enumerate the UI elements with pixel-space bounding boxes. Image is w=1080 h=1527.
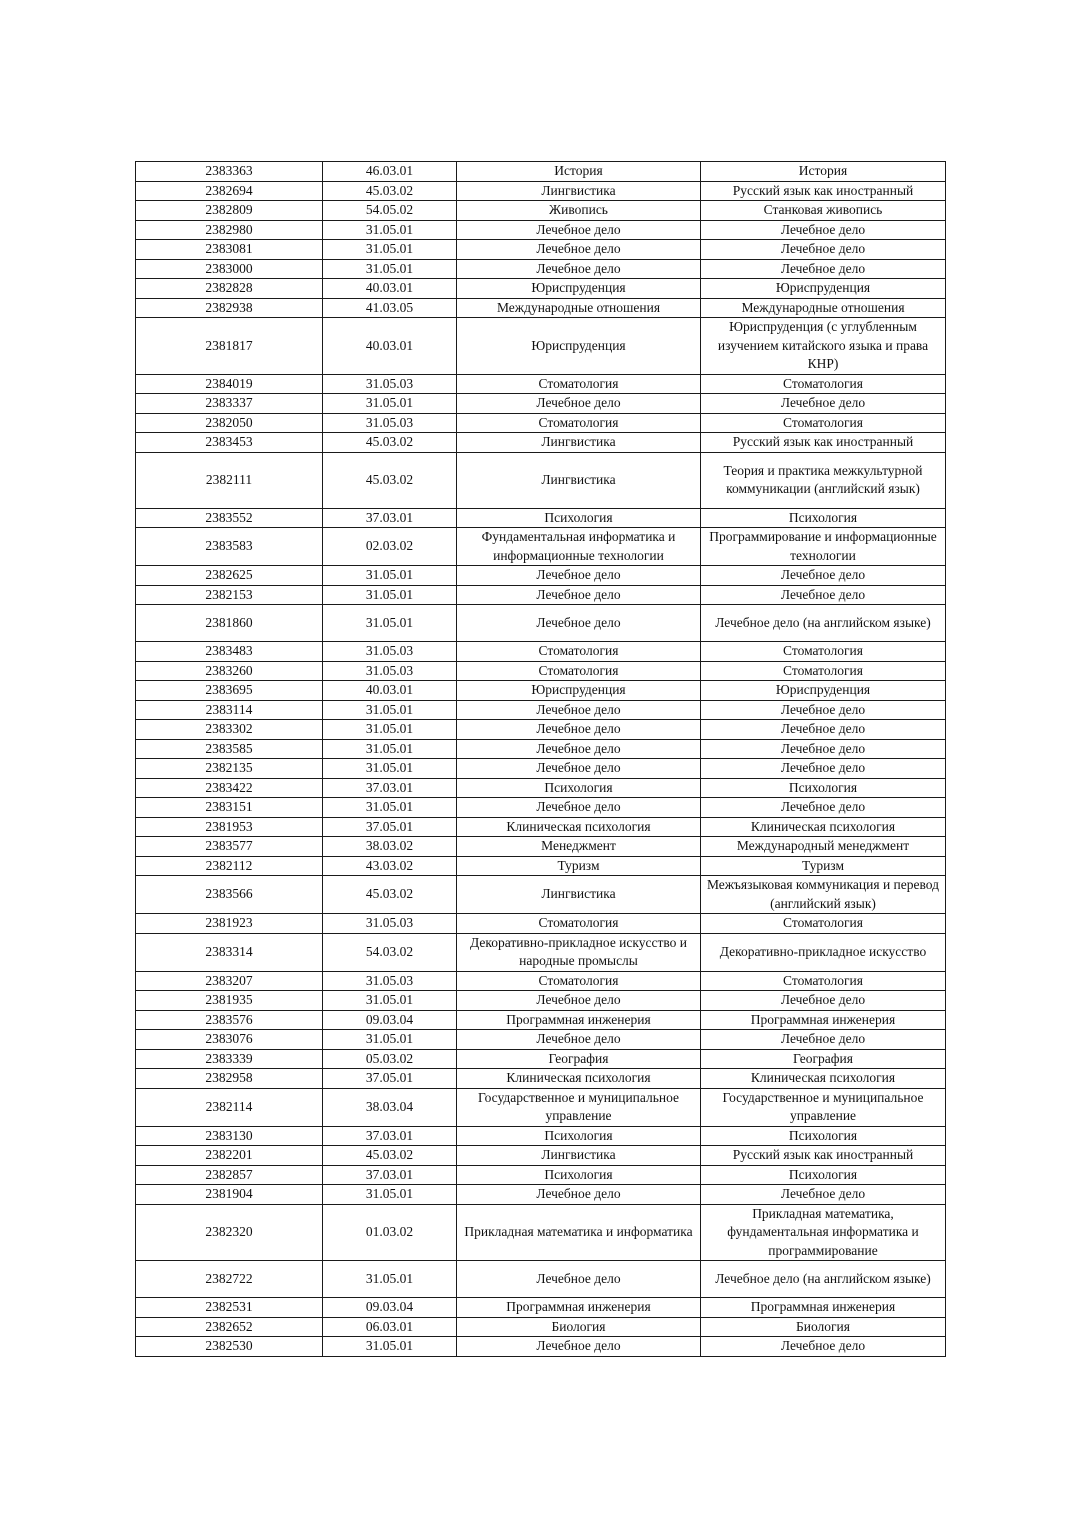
table-row xyxy=(136,566,946,586)
applicant-id-cell: 2384019 xyxy=(136,374,323,394)
program-code-cell: 31.05.01 xyxy=(323,720,457,740)
profile-name-cell: Русский язык как иностранный xyxy=(701,433,946,453)
profile-name-cell: Клиническая психология xyxy=(701,1069,946,1089)
applicant-id-cell: 2382828 xyxy=(136,279,323,299)
direction-name-cell: Психология xyxy=(457,1165,701,1185)
program-code-cell: 31.05.03 xyxy=(323,971,457,991)
profile-name-cell: Лечебное дело xyxy=(701,220,946,240)
profile-name-cell: Лечебное дело xyxy=(701,1185,946,1205)
applicant-id-cell: 2383314 xyxy=(136,933,323,971)
program-code-cell: 31.05.01 xyxy=(323,1030,457,1050)
table-row xyxy=(136,798,946,818)
table-body xyxy=(136,162,946,1357)
program-code-cell: 31.05.03 xyxy=(323,413,457,433)
profile-name-cell: География xyxy=(701,1049,946,1069)
profile-name-cell: Юриспруденция xyxy=(701,681,946,701)
program-code-cell: 31.05.01 xyxy=(323,759,457,779)
applicant-id-cell: 2382694 xyxy=(136,181,323,201)
profile-name-cell: Стоматология xyxy=(701,661,946,681)
program-code-cell: 37.03.01 xyxy=(323,778,457,798)
table-row xyxy=(136,817,946,837)
program-code-cell: 31.05.01 xyxy=(323,220,457,240)
direction-name-cell: История xyxy=(457,162,701,182)
profile-name-cell: Лечебное дело xyxy=(701,739,946,759)
table-row xyxy=(136,681,946,701)
applicant-id-cell: 2382980 xyxy=(136,220,323,240)
profile-name-cell: Клиническая психология xyxy=(701,817,946,837)
direction-name-cell: Психология xyxy=(457,778,701,798)
program-code-cell: 38.03.02 xyxy=(323,837,457,857)
program-code-cell: 40.03.01 xyxy=(323,279,457,299)
program-code-cell: 37.03.01 xyxy=(323,1126,457,1146)
table-row xyxy=(136,1317,946,1337)
profile-name-cell: Лечебное дело xyxy=(701,759,946,779)
direction-name-cell: Лечебное дело xyxy=(457,798,701,818)
applicant-id-cell: 2383207 xyxy=(136,971,323,991)
direction-name-cell: Стоматология xyxy=(457,374,701,394)
profile-name-cell: Государственное и муниципальное управление xyxy=(701,1088,946,1126)
profile-name-cell: Станковая живопись xyxy=(701,201,946,221)
applicant-id-cell: 2383483 xyxy=(136,642,323,662)
applicant-id-cell: 2382112 xyxy=(136,856,323,876)
applicants-table xyxy=(135,161,946,1357)
table-row xyxy=(136,933,946,971)
applicant-id-cell: 2382201 xyxy=(136,1146,323,1166)
applicant-id-cell: 2382135 xyxy=(136,759,323,779)
table-row xyxy=(136,1126,946,1146)
direction-name-cell: Психология xyxy=(457,1126,701,1146)
applicant-id-cell: 2382530 xyxy=(136,1337,323,1357)
program-code-cell: 31.05.01 xyxy=(323,739,457,759)
profile-name-cell: Лечебное дело xyxy=(701,566,946,586)
table-row xyxy=(136,1030,946,1050)
applicant-id-cell: 2381860 xyxy=(136,605,323,642)
profile-name-cell: Психология xyxy=(701,1126,946,1146)
applicant-id-cell: 2383000 xyxy=(136,259,323,279)
table-row xyxy=(136,298,946,318)
table-row xyxy=(136,1010,946,1030)
program-code-cell: 31.05.01 xyxy=(323,1261,457,1298)
program-code-cell: 31.05.01 xyxy=(323,1337,457,1357)
applicant-id-cell: 2383339 xyxy=(136,1049,323,1069)
direction-name-cell: Лечебное дело xyxy=(457,605,701,642)
applicant-id-cell: 2382938 xyxy=(136,298,323,318)
program-code-cell: 45.03.02 xyxy=(323,876,457,914)
direction-name-cell: Лингвистика xyxy=(457,876,701,914)
profile-name-cell: Лечебное дело xyxy=(701,240,946,260)
profile-name-cell: Юриспруденция xyxy=(701,279,946,299)
table-row xyxy=(136,856,946,876)
direction-name-cell: Лингвистика xyxy=(457,433,701,453)
direction-name-cell: Фундаментальная информатика и информационные технологии xyxy=(457,528,701,566)
profile-name-cell: Стоматология xyxy=(701,413,946,433)
profile-name-cell: Международные отношения xyxy=(701,298,946,318)
direction-name-cell: Юриспруденция xyxy=(457,318,701,375)
applicant-id-cell: 2383081 xyxy=(136,240,323,260)
direction-name-cell: Лечебное дело xyxy=(457,220,701,240)
applicant-id-cell: 2383260 xyxy=(136,661,323,681)
program-code-cell: 46.03.01 xyxy=(323,162,457,182)
program-code-cell: 05.03.02 xyxy=(323,1049,457,1069)
table-row xyxy=(136,394,946,414)
applicant-id-cell: 2382531 xyxy=(136,1298,323,1318)
table-row xyxy=(136,585,946,605)
applicant-id-cell: 2383422 xyxy=(136,778,323,798)
table-row xyxy=(136,778,946,798)
table-row xyxy=(136,201,946,221)
program-code-cell: 37.05.01 xyxy=(323,1069,457,1089)
table-row xyxy=(136,1298,946,1318)
direction-name-cell: Лечебное дело xyxy=(457,1030,701,1050)
profile-name-cell: Лечебное дело (на английском языке) xyxy=(701,1261,946,1298)
applicant-id-cell: 2382320 xyxy=(136,1204,323,1261)
table-row xyxy=(136,759,946,779)
direction-name-cell: Лечебное дело xyxy=(457,739,701,759)
program-code-cell: 40.03.01 xyxy=(323,318,457,375)
program-code-cell: 31.05.01 xyxy=(323,991,457,1011)
applicant-id-cell: 2383151 xyxy=(136,798,323,818)
applicant-id-cell: 2383552 xyxy=(136,508,323,528)
direction-name-cell: Декоративно-прикладное искусство и народные промыслы xyxy=(457,933,701,971)
profile-name-cell: Программирование и информационные технологии xyxy=(701,528,946,566)
direction-name-cell: Юриспруденция xyxy=(457,681,701,701)
program-code-cell: 37.03.01 xyxy=(323,1165,457,1185)
applicant-id-cell: 2382652 xyxy=(136,1317,323,1337)
profile-name-cell: Теория и практика межкультурной коммуникации (английский язык) xyxy=(701,452,946,508)
profile-name-cell: Программная инженерия xyxy=(701,1298,946,1318)
applicant-id-cell: 2383566 xyxy=(136,876,323,914)
table-row xyxy=(136,240,946,260)
direction-name-cell: Стоматология xyxy=(457,642,701,662)
direction-name-cell: Стоматология xyxy=(457,413,701,433)
applicant-id-cell: 2382722 xyxy=(136,1261,323,1298)
program-code-cell: 31.05.01 xyxy=(323,585,457,605)
table-row xyxy=(136,971,946,991)
program-code-cell: 31.05.01 xyxy=(323,798,457,818)
program-code-cell: 43.03.02 xyxy=(323,856,457,876)
table-row xyxy=(136,162,946,182)
profile-name-cell: Программная инженерия xyxy=(701,1010,946,1030)
profile-name-cell: Лечебное дело xyxy=(701,798,946,818)
program-code-cell: 45.03.02 xyxy=(323,1146,457,1166)
profile-name-cell: Лечебное дело xyxy=(701,1337,946,1357)
applicant-id-cell: 2381935 xyxy=(136,991,323,1011)
direction-name-cell: Менеджмент xyxy=(457,837,701,857)
applicant-id-cell: 2383583 xyxy=(136,528,323,566)
program-code-cell: 38.03.04 xyxy=(323,1088,457,1126)
table-row xyxy=(136,452,946,508)
applicant-id-cell: 2382153 xyxy=(136,585,323,605)
profile-name-cell: Лечебное дело xyxy=(701,1030,946,1050)
table-row xyxy=(136,528,946,566)
applicant-id-cell: 2381904 xyxy=(136,1185,323,1205)
profile-name-cell: Прикладная математика, фундаментальная информатика и программирование xyxy=(701,1204,946,1261)
profile-name-cell: Лечебное дело xyxy=(701,991,946,1011)
profile-name-cell: Лечебное дело xyxy=(701,720,946,740)
program-code-cell: 37.05.01 xyxy=(323,817,457,837)
table-row xyxy=(136,279,946,299)
profile-name-cell: Декоративно-прикладное искусство xyxy=(701,933,946,971)
direction-name-cell: Программная инженерия xyxy=(457,1010,701,1030)
applicant-id-cell: 2383114 xyxy=(136,700,323,720)
program-code-cell: 41.03.05 xyxy=(323,298,457,318)
table-row xyxy=(136,1204,946,1261)
profile-name-cell: Юриспруденция (с углубленным изучением китайского языка и права КНР) xyxy=(701,318,946,375)
table-row xyxy=(136,1069,946,1089)
direction-name-cell: Живопись xyxy=(457,201,701,221)
profile-name-cell: Международный менеджмент xyxy=(701,837,946,857)
table-row xyxy=(136,739,946,759)
profile-name-cell: Русский язык как иностранный xyxy=(701,1146,946,1166)
applicant-id-cell: 2383453 xyxy=(136,433,323,453)
profile-name-cell: Русский язык как иностранный xyxy=(701,181,946,201)
direction-name-cell: Лечебное дело xyxy=(457,991,701,1011)
direction-name-cell: Лингвистика xyxy=(457,181,701,201)
program-code-cell: 09.03.04 xyxy=(323,1010,457,1030)
table-row xyxy=(136,318,946,375)
profile-name-cell: Стоматология xyxy=(701,374,946,394)
table-row xyxy=(136,508,946,528)
direction-name-cell: Лечебное дело xyxy=(457,759,701,779)
direction-name-cell: Государственное и муниципальное управление xyxy=(457,1088,701,1126)
direction-name-cell: Лечебное дело xyxy=(457,240,701,260)
program-code-cell: 02.03.02 xyxy=(323,528,457,566)
profile-name-cell: Стоматология xyxy=(701,971,946,991)
profile-name-cell: Лечебное дело xyxy=(701,585,946,605)
table-row xyxy=(136,1088,946,1126)
program-code-cell: 40.03.01 xyxy=(323,681,457,701)
direction-name-cell: Стоматология xyxy=(457,914,701,934)
table-row xyxy=(136,413,946,433)
applicant-id-cell: 2383577 xyxy=(136,837,323,857)
table-row xyxy=(136,1049,946,1069)
program-code-cell: 31.05.03 xyxy=(323,642,457,662)
table-row xyxy=(136,1165,946,1185)
direction-name-cell: Туризм xyxy=(457,856,701,876)
direction-name-cell: Лингвистика xyxy=(457,452,701,508)
program-code-cell: 31.05.01 xyxy=(323,1185,457,1205)
direction-name-cell: География xyxy=(457,1049,701,1069)
applicant-id-cell: 2381923 xyxy=(136,914,323,934)
table-row xyxy=(136,374,946,394)
profile-name-cell: История xyxy=(701,162,946,182)
direction-name-cell: Лечебное дело xyxy=(457,1185,701,1205)
table-row xyxy=(136,914,946,934)
table-row xyxy=(136,1337,946,1357)
program-code-cell: 31.05.01 xyxy=(323,605,457,642)
applicant-id-cell: 2383585 xyxy=(136,739,323,759)
direction-name-cell: Лечебное дело xyxy=(457,566,701,586)
applicant-id-cell: 2383130 xyxy=(136,1126,323,1146)
direction-name-cell: Лечебное дело xyxy=(457,1337,701,1357)
profile-name-cell: Туризм xyxy=(701,856,946,876)
direction-name-cell: Лечебное дело xyxy=(457,1261,701,1298)
table-row xyxy=(136,220,946,240)
direction-name-cell: Лечебное дело xyxy=(457,720,701,740)
applicant-id-cell: 2382857 xyxy=(136,1165,323,1185)
applicant-id-cell: 2382114 xyxy=(136,1088,323,1126)
applicant-id-cell: 2382050 xyxy=(136,413,323,433)
profile-name-cell: Межъязыковая коммуникация и перевод (английский язык) xyxy=(701,876,946,914)
applicant-id-cell: 2382809 xyxy=(136,201,323,221)
direction-name-cell: Лечебное дело xyxy=(457,585,701,605)
applicant-id-cell: 2382958 xyxy=(136,1069,323,1089)
table-row xyxy=(136,1185,946,1205)
program-code-cell: 37.03.01 xyxy=(323,508,457,528)
applicant-id-cell: 2382625 xyxy=(136,566,323,586)
profile-name-cell: Лечебное дело xyxy=(701,394,946,414)
applicant-id-cell: 2381953 xyxy=(136,817,323,837)
direction-name-cell: Лечебное дело xyxy=(457,700,701,720)
table-row xyxy=(136,259,946,279)
applicant-id-cell: 2383695 xyxy=(136,681,323,701)
program-code-cell: 31.05.03 xyxy=(323,661,457,681)
program-code-cell: 54.05.02 xyxy=(323,201,457,221)
profile-name-cell: Стоматология xyxy=(701,642,946,662)
table-row xyxy=(136,661,946,681)
program-code-cell: 31.05.01 xyxy=(323,394,457,414)
program-code-cell: 31.05.03 xyxy=(323,374,457,394)
applicant-id-cell: 2383576 xyxy=(136,1010,323,1030)
direction-name-cell: Стоматология xyxy=(457,661,701,681)
program-code-cell: 06.03.01 xyxy=(323,1317,457,1337)
table-row xyxy=(136,181,946,201)
profile-name-cell: Стоматология xyxy=(701,914,946,934)
table-row xyxy=(136,433,946,453)
table-row xyxy=(136,991,946,1011)
program-code-cell: 31.05.01 xyxy=(323,700,457,720)
profile-name-cell: Психология xyxy=(701,1165,946,1185)
applicant-id-cell: 2383363 xyxy=(136,162,323,182)
profile-name-cell: Психология xyxy=(701,778,946,798)
direction-name-cell: Лечебное дело xyxy=(457,394,701,414)
direction-name-cell: Стоматология xyxy=(457,971,701,991)
applicant-id-cell: 2383302 xyxy=(136,720,323,740)
program-code-cell: 54.03.02 xyxy=(323,933,457,971)
program-code-cell: 31.05.01 xyxy=(323,566,457,586)
program-code-cell: 45.03.02 xyxy=(323,433,457,453)
table-row xyxy=(136,1261,946,1298)
direction-name-cell: Клиническая психология xyxy=(457,1069,701,1089)
applicant-id-cell: 2383076 xyxy=(136,1030,323,1050)
program-code-cell: 01.03.02 xyxy=(323,1204,457,1261)
table-row xyxy=(136,720,946,740)
profile-name-cell: Лечебное дело xyxy=(701,259,946,279)
program-code-cell: 45.03.02 xyxy=(323,452,457,508)
direction-name-cell: Клиническая психология xyxy=(457,817,701,837)
table-row xyxy=(136,1146,946,1166)
applicant-id-cell: 2383337 xyxy=(136,394,323,414)
profile-name-cell: Лечебное дело xyxy=(701,700,946,720)
direction-name-cell: Биология xyxy=(457,1317,701,1337)
profile-name-cell: Психология xyxy=(701,508,946,528)
program-code-cell: 45.03.02 xyxy=(323,181,457,201)
program-code-cell: 31.05.03 xyxy=(323,914,457,934)
profile-name-cell: Биология xyxy=(701,1317,946,1337)
direction-name-cell: Лечебное дело xyxy=(457,259,701,279)
direction-name-cell: Программная инженерия xyxy=(457,1298,701,1318)
profile-name-cell: Лечебное дело (на английском языке) xyxy=(701,605,946,642)
direction-name-cell: Юриспруденция xyxy=(457,279,701,299)
table-row xyxy=(136,700,946,720)
table-row xyxy=(136,642,946,662)
applicant-id-cell: 2381817 xyxy=(136,318,323,375)
program-code-cell: 31.05.01 xyxy=(323,259,457,279)
program-code-cell: 31.05.01 xyxy=(323,240,457,260)
direction-name-cell: Лингвистика xyxy=(457,1146,701,1166)
applicant-id-cell: 2382111 xyxy=(136,452,323,508)
table-row xyxy=(136,837,946,857)
direction-name-cell: Международные отношения xyxy=(457,298,701,318)
program-code-cell: 09.03.04 xyxy=(323,1298,457,1318)
direction-name-cell: Психология xyxy=(457,508,701,528)
table-row xyxy=(136,876,946,914)
direction-name-cell: Прикладная математика и информатика xyxy=(457,1204,701,1261)
table-row xyxy=(136,605,946,642)
